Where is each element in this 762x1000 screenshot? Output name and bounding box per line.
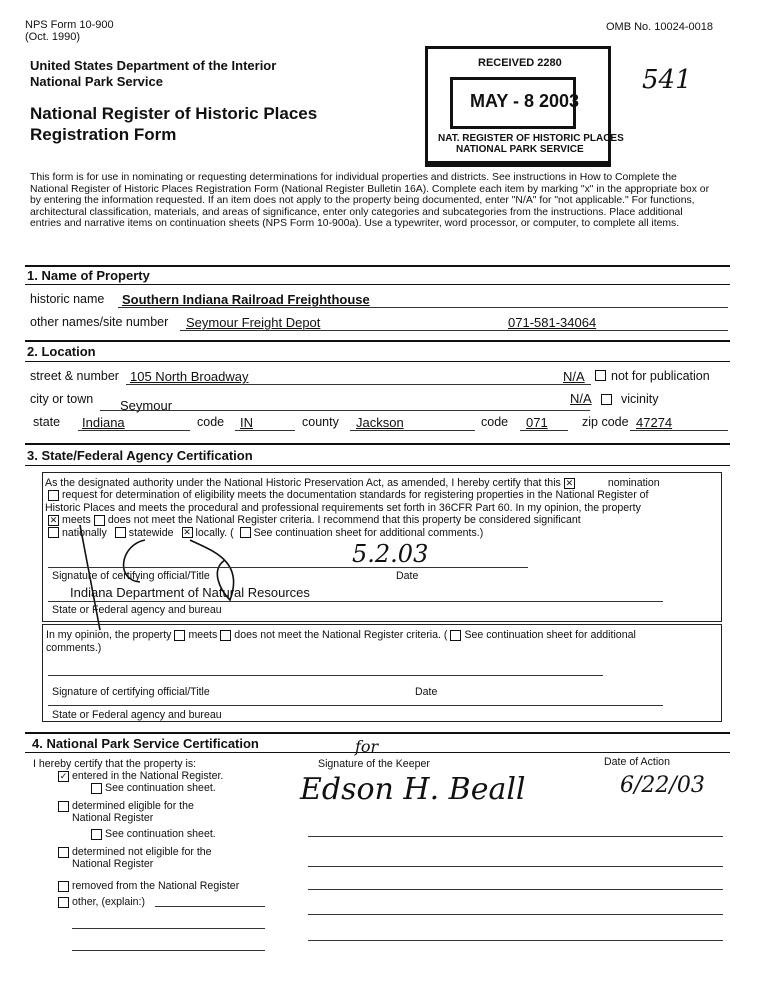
not-for-publication-label: not for publication xyxy=(611,369,710,383)
action-date-handwritten: 6/22/03 xyxy=(620,773,705,798)
see-continuation-2-label: See continuation sheet. xyxy=(105,828,216,840)
zip-value: 47274 xyxy=(636,415,673,430)
form-number: NPS Form 10-900 xyxy=(25,19,114,31)
na-publication: N/A xyxy=(563,369,585,384)
locally-label: locally. xyxy=(195,526,228,539)
historic-name-value: Southern Indiana Railroad Freighthouse xyxy=(122,292,370,307)
cert-line: does not meet the National Register criteria. I recommend that this property be considered significant xyxy=(107,514,581,527)
section-1-heading: 1. Name of Property xyxy=(27,268,150,283)
not-for-publication-checkbox[interactable] xyxy=(595,370,606,381)
action-date-label: Date of Action xyxy=(604,756,670,768)
cert-line: As the designated authority under the National Historic Preservation Act, as amended, I hereby certify that this xyxy=(45,477,561,489)
signature2-label: Signature of certifying official/Title xyxy=(52,686,210,698)
opinion-line xyxy=(46,629,636,641)
instruction-line: entries and narrative items on continuation sheets (NPS Form 10-900a). Use a typewriter, word processor, or computer, to complete all items. xyxy=(30,218,680,230)
omb-number: OMB No. 10024-0018 xyxy=(606,21,714,33)
form-date: (Oct. 1990) xyxy=(25,31,81,43)
other-label: other, (explain:) xyxy=(72,896,146,908)
stamp-received: RECEIVED 2280 xyxy=(478,57,562,69)
not-eligible-label-2: National Register xyxy=(72,858,154,870)
op-not-meet-checkbox[interactable] xyxy=(220,630,231,641)
meets-label: meets xyxy=(62,514,91,527)
section-3-heading: 3. State/Federal Agency Certification xyxy=(27,448,253,463)
continuation-label: See continuation sheet for additional comments.) xyxy=(253,526,484,539)
county-value: Jackson xyxy=(356,415,404,430)
date2-label: Date xyxy=(415,686,438,698)
see-continuation-1-checkbox[interactable] xyxy=(91,783,102,794)
removed-checkbox[interactable] xyxy=(58,881,69,892)
certify-text: I hereby certify that the property is: xyxy=(33,758,197,770)
received-stamp xyxy=(425,46,624,167)
instruction-line: architectural classification, materials, and areas of significance, enter only categories and subcategories from the instructions. Place additional xyxy=(30,206,683,218)
department: United States Department of the Interior xyxy=(30,58,277,73)
signature-date-handwritten: 5.2.03 xyxy=(352,540,429,568)
op-meets-label: meets xyxy=(188,629,218,641)
state-label: state xyxy=(33,415,61,429)
nomination-checkbox[interactable]: ✕ xyxy=(565,477,574,488)
see-continuation-2-checkbox[interactable] xyxy=(91,829,102,840)
signature-label: Signature of certifying official/Title xyxy=(52,570,210,582)
see-continuation-1-label: See continuation sheet. xyxy=(105,782,216,794)
na-vicinity: N/A xyxy=(570,391,592,406)
handwritten-number: 541 xyxy=(642,65,692,95)
op-not-meet-label: does not meet the National Register criteria. ( xyxy=(234,629,448,641)
instruction-line: by entering the information requested. If an item does not apply to the property being documented, enter "N/A" for "not applicable." For functions, xyxy=(30,195,695,207)
instruction-line: National Register of Historic Places Registration Form (National Register Bulletin 16A). Complete each item by marking "x" in the appropriate box or xyxy=(30,183,710,195)
zip-label: zip code xyxy=(582,415,629,429)
eligible-label-2: National Register xyxy=(72,812,154,824)
statewide-label: statewide xyxy=(128,526,174,539)
other-names-label: other names/site number xyxy=(30,315,169,329)
not-eligible-checkbox[interactable] xyxy=(58,847,69,858)
nationally-checkbox[interactable] xyxy=(48,527,59,538)
service: National Park Service xyxy=(30,74,163,89)
instructions xyxy=(30,172,709,230)
stamp-line2: NATIONAL PARK SERVICE xyxy=(456,144,584,155)
nationally-label: nationally xyxy=(62,526,107,539)
op-continuation-label: See continuation sheet for additional xyxy=(464,629,636,641)
entered-checkbox[interactable]: ✓ xyxy=(59,770,68,781)
historic-name-label: historic name xyxy=(30,292,105,306)
keeper-signature: Edson H. Beall xyxy=(300,772,526,807)
city-label: city or town xyxy=(30,392,94,406)
agency-value: Indiana Department of Natural Resources xyxy=(70,585,310,600)
vicinity-label: vicinity xyxy=(621,392,659,406)
agency2-label: State or Federal agency and bureau xyxy=(52,709,222,721)
form-subtitle: Registration Form xyxy=(30,125,177,144)
site-number-value: 071-581-34064 xyxy=(508,315,597,330)
other-checkbox[interactable] xyxy=(58,897,69,908)
opinion-text: In my opinion, the property xyxy=(46,629,172,641)
county-label: county xyxy=(302,415,339,429)
agency-label: State or Federal agency and bureau xyxy=(52,604,222,616)
street-value: 105 North Broadway xyxy=(130,369,249,384)
state-code-value: IN xyxy=(240,415,253,430)
nomination-label: nomination xyxy=(607,477,660,489)
county-code-label: code xyxy=(481,415,509,429)
not-eligible-label: determined not eligible for the xyxy=(72,846,212,858)
vicinity-checkbox[interactable] xyxy=(601,394,612,405)
city-value: Seymour xyxy=(120,398,173,413)
eligible-label: determined eligible for the xyxy=(72,800,194,812)
removed-label: removed from the National Register xyxy=(72,880,240,892)
cert-line: Historic Places and meets the procedural and professional requirements set forth in 36CFR Part 60. In my opinion, the property xyxy=(45,501,641,514)
instruction-line: This form is for use in nominating or requesting determinations for individual properties and districts. See instructions in How to Complete the xyxy=(30,172,677,183)
op-meets-checkbox[interactable] xyxy=(174,630,185,641)
section-2-heading: 2. Location xyxy=(27,344,96,359)
form-title: National Register of Historic Places xyxy=(30,104,318,123)
street-label: street & number xyxy=(30,369,119,383)
cert-line: request for determination of eligibility meets the documentation standards for registering properties in the National Register of xyxy=(62,489,649,502)
locally-checkbox[interactable]: ✕ xyxy=(183,527,191,538)
county-code-value: 071 xyxy=(526,415,548,430)
for-handwritten: for xyxy=(355,737,379,756)
date-label: Date xyxy=(396,570,419,582)
eligible-checkbox[interactable] xyxy=(58,801,69,812)
other-names-value: Seymour Freight Depot xyxy=(186,315,321,330)
stamp-line1: NAT. REGISTER OF HISTORIC PLACES xyxy=(438,133,624,144)
certification-text: As the designated authority under the National Historic Preservation Act, as amended, I hereby certify that this ✕ nomination request for determination of eligibility meets the documentation standards for registering properties in the National Register of Historic Places and meets the procedural and professional requirements set forth in 36CFR Part 60. In my opinion, the property ✕ meets does not meet the National Register criteria. I recommend that this property be considered significant nationally statewide ✕ locally. ( See continuation sheet for additional comments.) xyxy=(45,477,660,539)
state-code-label: code xyxy=(197,415,225,429)
keeper-label: Signature of the Keeper xyxy=(318,758,430,770)
state-value: Indiana xyxy=(82,415,125,430)
request-checkbox[interactable] xyxy=(48,490,59,501)
stamp-date: MAY - 8 2003 xyxy=(470,91,580,111)
entered-label: entered in the National Register. xyxy=(72,770,224,782)
op-continuation-checkbox[interactable] xyxy=(450,630,461,641)
section-4-heading: 4. National Park Service Certification xyxy=(32,736,259,751)
meets-checkbox[interactable]: ✕ xyxy=(49,514,58,525)
op-comments: comments.) xyxy=(46,642,102,654)
